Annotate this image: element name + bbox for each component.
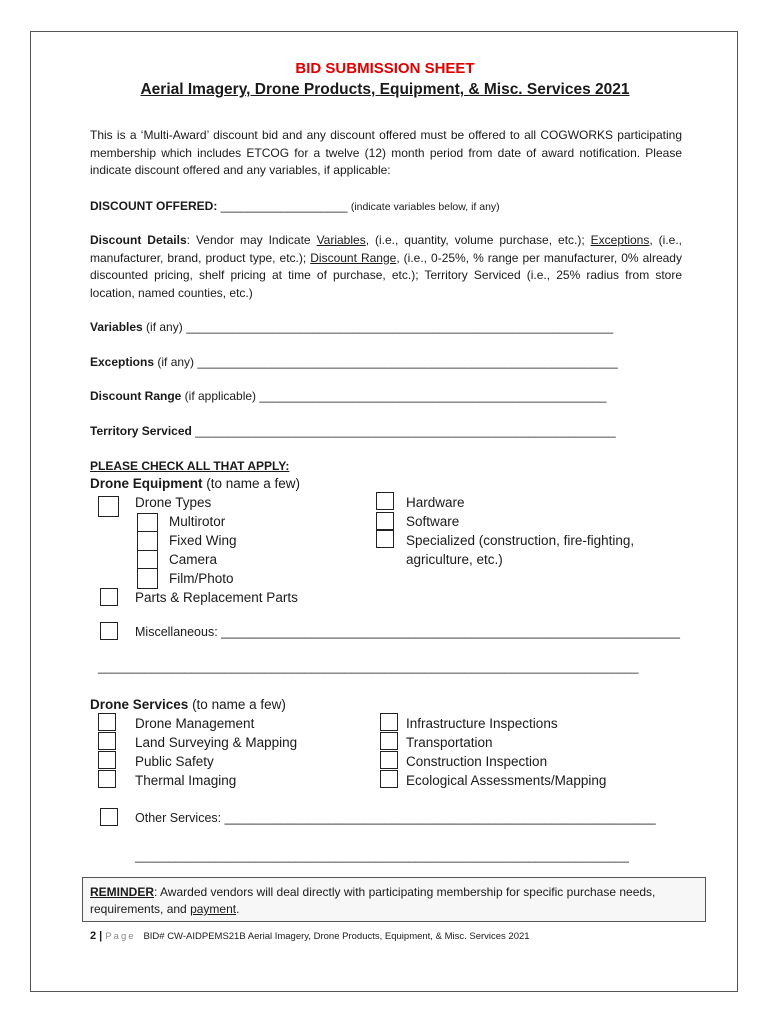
discount-range-line xyxy=(90,389,606,403)
reminder-body: : Awarded vendors will deal directly with participating membership for specific purchase needs, requirements, and xyxy=(90,885,656,916)
camera-label: Camera xyxy=(169,552,218,567)
construction-inspection-checkbox[interactable] xyxy=(380,751,398,769)
drone-management-checkbox[interactable] xyxy=(98,713,116,731)
reminder-label: REMINDER xyxy=(90,885,155,899)
range-term: Discount Range xyxy=(310,250,397,265)
reminder-box xyxy=(82,877,706,922)
reminder-payment: payment xyxy=(190,902,237,916)
misc-field[interactable]: __________________________________________________________________ xyxy=(221,625,680,639)
public-safety-checkbox[interactable] xyxy=(98,751,116,769)
thermal-imaging-label: Thermal Imaging xyxy=(135,773,237,788)
hardware-label: Hardware xyxy=(406,495,465,510)
other-services-checkbox[interactable] xyxy=(100,808,118,826)
intro-paragraph: This is a ‘Multi-Award’ discount bid and any discount offered must be offered to all COGWORKS participating membership which includes ETCOG for a twelve (12) month period from date of award notification. Please indicate discount offered and any variables, if applicable: xyxy=(90,128,682,177)
equipment-heading-note: (to name a few) xyxy=(202,476,301,491)
services-heading xyxy=(90,697,286,712)
territory-label: Territory Serviced xyxy=(90,424,192,438)
thermal-imaging-checkbox[interactable] xyxy=(98,770,116,788)
specialized-label: Specialized (construction, fire-fighting, xyxy=(406,533,635,548)
misc-label: Miscellaneous: xyxy=(135,625,222,639)
misc-checkbox[interactable] xyxy=(100,622,118,640)
ecological-label: Ecological Assessments/Mapping xyxy=(406,773,607,788)
public-safety-label: Public Safety xyxy=(135,754,214,769)
infrastructure-label: Infrastructure Inspections xyxy=(406,716,558,731)
other-services-line xyxy=(135,811,656,825)
parts-checkbox[interactable] xyxy=(100,588,118,606)
film-photo-label: Film/Photo xyxy=(169,571,234,586)
details-text: , (i.e., manufacturer, brand, product type, etc.); xyxy=(90,233,682,265)
discount-offered-line xyxy=(90,199,500,213)
multirotor-label: Multirotor xyxy=(169,514,226,529)
services-heading-text: Drone Services xyxy=(90,697,189,712)
drone-types-label: Drone Types xyxy=(135,495,212,510)
page-title: BID SUBMISSION SHEET xyxy=(295,60,475,77)
page-footer xyxy=(90,930,530,942)
software-checkbox[interactable] xyxy=(376,512,394,530)
variables-note: (if any) xyxy=(142,320,187,334)
variables-label: Variables xyxy=(90,320,143,334)
software-label: Software xyxy=(406,514,460,529)
details-text: : Vendor may Indicate xyxy=(186,233,317,247)
page-subtitle: Aerial Imagery, Drone Products, Equipment, & Misc. Services 2021 xyxy=(140,81,630,98)
transportation-checkbox[interactable] xyxy=(380,732,398,750)
equipment-heading-text: Drone Equipment xyxy=(90,476,203,491)
land-surveying-label: Land Surveying & Mapping xyxy=(135,735,298,750)
reminder-text xyxy=(90,884,700,918)
hardware-checkbox[interactable] xyxy=(376,492,394,510)
reminder-end: . xyxy=(236,902,240,916)
territory-field[interactable]: _______________________________________________________________ xyxy=(195,424,616,438)
footer-separator: | xyxy=(96,930,106,942)
other-services-field[interactable]: ______________________________________________________________ xyxy=(224,811,656,825)
transportation-label: Transportation xyxy=(406,735,493,750)
misc-line xyxy=(135,625,680,639)
variables-term: Variables xyxy=(316,233,366,247)
discount-offered-label: DISCOUNT OFFERED: xyxy=(90,199,218,213)
discount-offered-field[interactable]: ___________________ xyxy=(220,199,348,213)
fixed-wing-checkbox[interactable] xyxy=(137,531,158,552)
discount-range-field[interactable]: ____________________________________________________ xyxy=(259,389,607,403)
bid-text: BID# CW-AIDPEMS21B Aerial Imagery, Drone Products, Equipment, & Misc. Services 2021 xyxy=(143,931,530,942)
discount-details-label: Discount Details xyxy=(90,233,187,247)
exceptions-note: (if any) xyxy=(154,355,198,369)
film-photo-checkbox[interactable] xyxy=(137,568,158,589)
equipment-heading xyxy=(90,476,300,491)
specialized-checkbox[interactable] xyxy=(376,530,394,548)
ecological-checkbox[interactable] xyxy=(380,770,398,788)
infrastructure-checkbox[interactable] xyxy=(380,713,398,731)
specialized-label-cont: agriculture, etc.) xyxy=(406,552,503,567)
exceptions-field[interactable]: _______________________________________________________________ xyxy=(197,355,618,369)
land-surveying-checkbox[interactable] xyxy=(98,732,116,750)
details-text: , (i.e., quantity, volume purchase, etc.); xyxy=(365,233,591,247)
other-services-label: Other Services: xyxy=(135,811,225,825)
page-word: Page xyxy=(105,931,136,942)
variables-line xyxy=(90,320,613,334)
page-number: 2 xyxy=(90,930,97,942)
exceptions-line xyxy=(90,355,618,369)
parts-label: Parts & Replacement Parts xyxy=(135,590,298,605)
services-heading-note: (to name a few) xyxy=(188,697,286,712)
fixed-wing-label: Fixed Wing xyxy=(169,533,237,548)
drone-management-label: Drone Management xyxy=(135,716,255,731)
construction-inspection-label: Construction Inspection xyxy=(406,754,548,769)
variables-field[interactable]: ________________________________________________________________ xyxy=(186,320,614,334)
territory-line xyxy=(90,424,616,438)
misc-field-2[interactable]: _________________________________________________________________________________ xyxy=(98,660,639,674)
drone-types-checkbox[interactable] xyxy=(98,496,119,517)
discount-offered-note: (indicate variables below, if any) xyxy=(350,201,500,213)
discount-details-paragraph xyxy=(90,232,682,302)
other-services-field-2[interactable]: __________________________________________________________________________ xyxy=(135,849,629,863)
discount-range-note: (if applicable) xyxy=(181,389,260,403)
exceptions-term: Exceptions xyxy=(590,233,650,247)
discount-range-label: Discount Range xyxy=(90,389,182,403)
exceptions-label: Exceptions xyxy=(90,355,155,369)
details-text: , (i.e., 0-25%, % range per manufacturer, 0% already discounted pricing, shelf pricing at time of purchase, etc.); Territory Serviced (i.e., 25% radius from store location, named counties, etc.) xyxy=(90,250,682,300)
check-all-heading: PLEASE CHECK ALL THAT APPLY: xyxy=(90,459,290,473)
